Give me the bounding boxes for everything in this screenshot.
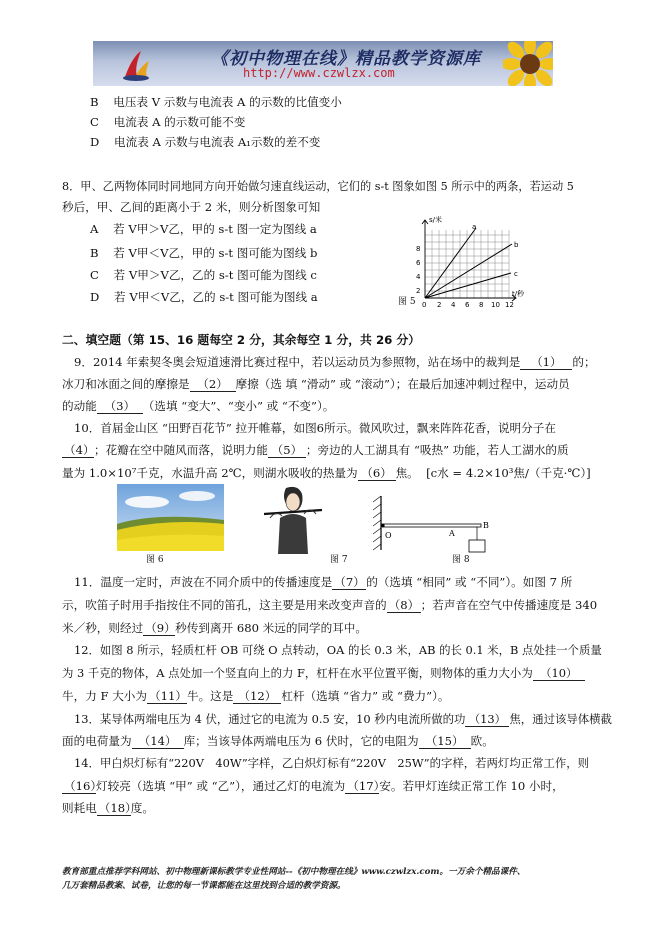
q12-line3 — [62, 689, 449, 704]
q9-line3 — [62, 399, 334, 414]
q13-text: 13．某导体两端电压为 4 伏，通过它的电流为 0.5 安，10 秒内电流所做的功 — [74, 712, 466, 726]
q7-option-d — [90, 135, 320, 149]
option-text: 若 V甲＜V乙，乙的 s-t 图可能为图线 a — [114, 290, 318, 304]
option-text: 若 V甲＞V乙，乙的 s-t 图可能为图线 c — [113, 268, 317, 282]
blank-17[interactable]: （17） — [347, 779, 386, 793]
q14-line2 — [62, 779, 564, 794]
q8-option-a — [90, 222, 317, 236]
option-text: 电流表 A 的示数可能不变 — [113, 115, 246, 129]
ytick: 4 — [416, 273, 421, 281]
q8-option-b — [90, 246, 317, 260]
line-label-c: c — [514, 270, 518, 278]
q7-option-b — [90, 95, 342, 109]
q9-text: （选填 “变大”、“变小” 或 “不变”）。 — [142, 399, 335, 413]
header-banner — [93, 41, 553, 86]
q11-line3 — [62, 621, 367, 636]
blank-1[interactable]: （1） — [520, 355, 572, 370]
xtick: 10 — [491, 301, 500, 309]
figure-5-st-graph — [408, 214, 530, 310]
q12-text: 为 3 千克的物体，A 点处加一个竖直向上的力 F，杠杆在水平位置平衡，则物体的重力大小为 — [62, 666, 533, 680]
blank-13[interactable]: （13） — [465, 712, 509, 727]
option-text: 若 V甲＜V乙，甲的 s-t 图可能为图线 b — [113, 246, 318, 260]
option-letter: B — [90, 95, 99, 109]
blank-6[interactable]: （6） — [358, 466, 396, 481]
q12-line1: 12．如图 8 所示，轻质杠杆 OB 可绕 O 点转动，OA 的长 0.3 米，AB 的长 0.1 米，B 点处挂一个质量 — [74, 643, 602, 657]
graph-ylabel: s/米 — [429, 216, 443, 224]
q9-line1 — [74, 355, 596, 370]
xtick: 0 — [422, 301, 427, 309]
xtick: 12 — [505, 301, 514, 309]
q13-text: 欧。 — [470, 734, 494, 748]
blank-16[interactable]: （16） — [64, 779, 102, 793]
q10-text: 量为 1.0×10⁷千克，水温升高 2℃，则湖水吸收的热量为 — [62, 466, 358, 480]
q11-text: 11．温度一定时，声波在不同介质中的传播速度是 — [74, 575, 333, 589]
blank-15[interactable]: （15） — [419, 734, 471, 749]
q14-text: 则耗电 — [62, 801, 97, 815]
q13-text: 面的电荷量为 — [62, 734, 132, 748]
blank-12[interactable]: （12） — [233, 689, 281, 704]
line-label-b: b — [514, 241, 519, 249]
option-text: 电压表 V 示数与电流表 A 的示数的比值变小 — [113, 95, 342, 109]
q14-text: 灯较亮（选填 “甲” 或 “乙”），通过乙灯的电流为 — [96, 779, 346, 793]
q13-text: 焦，通过该导体横截 — [509, 712, 612, 726]
xtick: 2 — [437, 301, 442, 309]
q8-stem-line2: 秒后，甲、乙间的距离小于 2 米，则分析图象可知 — [62, 200, 321, 214]
xtick: 6 — [465, 301, 470, 309]
banner-url[interactable]: http://www.czwlzx.com — [243, 66, 395, 80]
q10-text: ；旁边的人工湖具有 “吸热” 功能，若人工湖水的质 — [305, 443, 569, 457]
site-logo-icon — [121, 49, 151, 81]
blank-10[interactable]: （10） — [533, 666, 585, 681]
footer-line2: 几万套精品教案、试卷，让您的每一节课都能在这里找到合适的教学资源。 — [62, 881, 346, 891]
label-b: B — [483, 521, 489, 530]
blank-4[interactable]: （4） — [64, 443, 95, 457]
ytick: 2 — [416, 287, 421, 295]
q8-option-d — [90, 290, 318, 304]
figure-6-flower-field — [117, 484, 224, 551]
q11-text: ；若声音在空气中传播速度是 340 — [420, 598, 598, 612]
q12-text: 牛，力 F 大小为 — [62, 689, 147, 703]
banner-title: 《初中物理在线》精品教学资源库 — [211, 49, 481, 69]
option-letter: C — [90, 268, 99, 282]
blank-8[interactable]: （8） — [388, 598, 420, 612]
q10-text: ；花瓣在空中随风而落，说明力能 — [94, 443, 268, 457]
q13-line2 — [62, 734, 494, 749]
ytick: 6 — [416, 259, 421, 267]
label-a: A — [449, 529, 455, 538]
q7-option-c — [90, 115, 245, 129]
figure-7-flute-player — [262, 484, 324, 554]
q9-line2 — [62, 377, 570, 392]
q10-line3 — [62, 466, 591, 481]
graph-text — [416, 215, 525, 309]
figure-6-caption: 图 6 — [146, 555, 164, 565]
graph-xlabel: t/秒 — [512, 290, 525, 298]
xtick: 4 — [451, 301, 456, 309]
q11-line2 — [62, 598, 597, 613]
q12-text: 牛。这是 — [186, 689, 234, 703]
blank-3[interactable]: （3） — [97, 399, 143, 414]
option-text: 电流表 A 示数与电流表 A₁示数的差不变 — [114, 135, 321, 149]
ytick: 8 — [416, 245, 421, 253]
q10-line1 — [74, 421, 556, 435]
q9-text: 的； — [572, 355, 596, 369]
option-letter: D — [90, 290, 100, 304]
sunflower-icon — [503, 41, 553, 86]
q14-text: 安。若甲灯连续正常工作 10 小时， — [379, 779, 564, 793]
label-o: O — [385, 531, 392, 540]
xtick: 8 — [479, 301, 484, 309]
q10-text: 焦。 — [395, 466, 419, 480]
q10-line2 — [62, 443, 569, 458]
q13-text: 库；当该导体两端电压为 6 伏时，它的电阻为 — [183, 734, 419, 748]
q14-line3 — [62, 801, 154, 816]
option-letter: C — [90, 115, 99, 129]
blank-2[interactable]: （2） — [190, 377, 236, 392]
q11-text: 米／秒，则经过 — [62, 621, 144, 635]
blank-5[interactable]: （5） — [268, 443, 306, 458]
q14-line1: 14．甲白炽灯标有“220V 40W”字样，乙白炽灯标有“220V 25W”的字样，若两灯均正常工作，则 — [74, 756, 590, 770]
q9-text: 9．2014 年索契冬奥会短道速滑比赛过程中，若以运动员为参照物，站在场中的裁判是 — [74, 355, 521, 369]
q11-line1 — [74, 575, 572, 590]
figure-5-caption: 图 5 — [398, 297, 416, 307]
q8-option-c — [90, 268, 317, 282]
q10-text: 10．首届金山区 “田野百花节” 拉开帷幕，如图6所示。微风吹过，飘来阵阵花香，说明分子在 — [74, 421, 556, 435]
blank-14[interactable]: （14） — [132, 734, 184, 749]
q14-text: 度。 — [130, 801, 154, 815]
q11-text: 秒传到离开 680 米远的同学的耳中。 — [175, 621, 367, 635]
q8-stem-line1: 8．甲、乙两物体同时同地同方向开始做匀速直线运动，它们的 s-t 图象如图 5 所示中的两条，若运动 5 — [62, 180, 574, 193]
figure-8-lever — [373, 492, 493, 558]
blank-9[interactable]: （9） — [145, 621, 176, 635]
blank-18[interactable]: （18） — [98, 801, 137, 815]
q9-text: 摩擦（选 填 “滑动” 或 “滚动”）；在最后加速冲刺过程中，运动员 — [235, 377, 570, 391]
option-letter: A — [90, 222, 99, 236]
q12-line2 — [62, 666, 585, 681]
figure-7-caption: 图 7 — [330, 555, 348, 565]
q10-text: [c水 = 4.2×10³焦/（千克·℃）] — [426, 466, 591, 480]
option-letter: D — [90, 135, 100, 149]
q9-text: 冰刀和冰面之间的摩擦是 — [62, 377, 190, 391]
blank-7[interactable]: （7） — [334, 575, 365, 589]
section-2-title: 二、填空题（第 15、16 题每空 2 分，其余每空 1 分，共 26 分） — [62, 333, 421, 347]
q12-text: 杠杆（选填 “省力” 或 “费力”）。 — [281, 689, 450, 703]
option-letter: B — [90, 246, 99, 260]
q9-text: 的动能 — [62, 399, 97, 413]
line-label-a: a — [472, 223, 477, 231]
figure-8-caption: 图 8 — [452, 555, 470, 565]
q11-text: 的（选填 “相同” 或 “不同”）。如图 7 所 — [366, 575, 573, 589]
blank-11[interactable]: （11） — [148, 689, 187, 703]
q11-text: 示，吹笛子时用手指按住不同的笛孔，这主要是用来改变声音的 — [62, 598, 387, 612]
q13-line1 — [74, 712, 612, 727]
footer-line1: 教育部重点推荐学科网站、初中物理新课标教学专业性网站--《初中物理在线》www.czwlzx.com。一万余个精品课件、 — [62, 867, 526, 877]
option-text: 若 V甲＞V乙，甲的 s-t 图一定为图线 a — [113, 222, 317, 236]
